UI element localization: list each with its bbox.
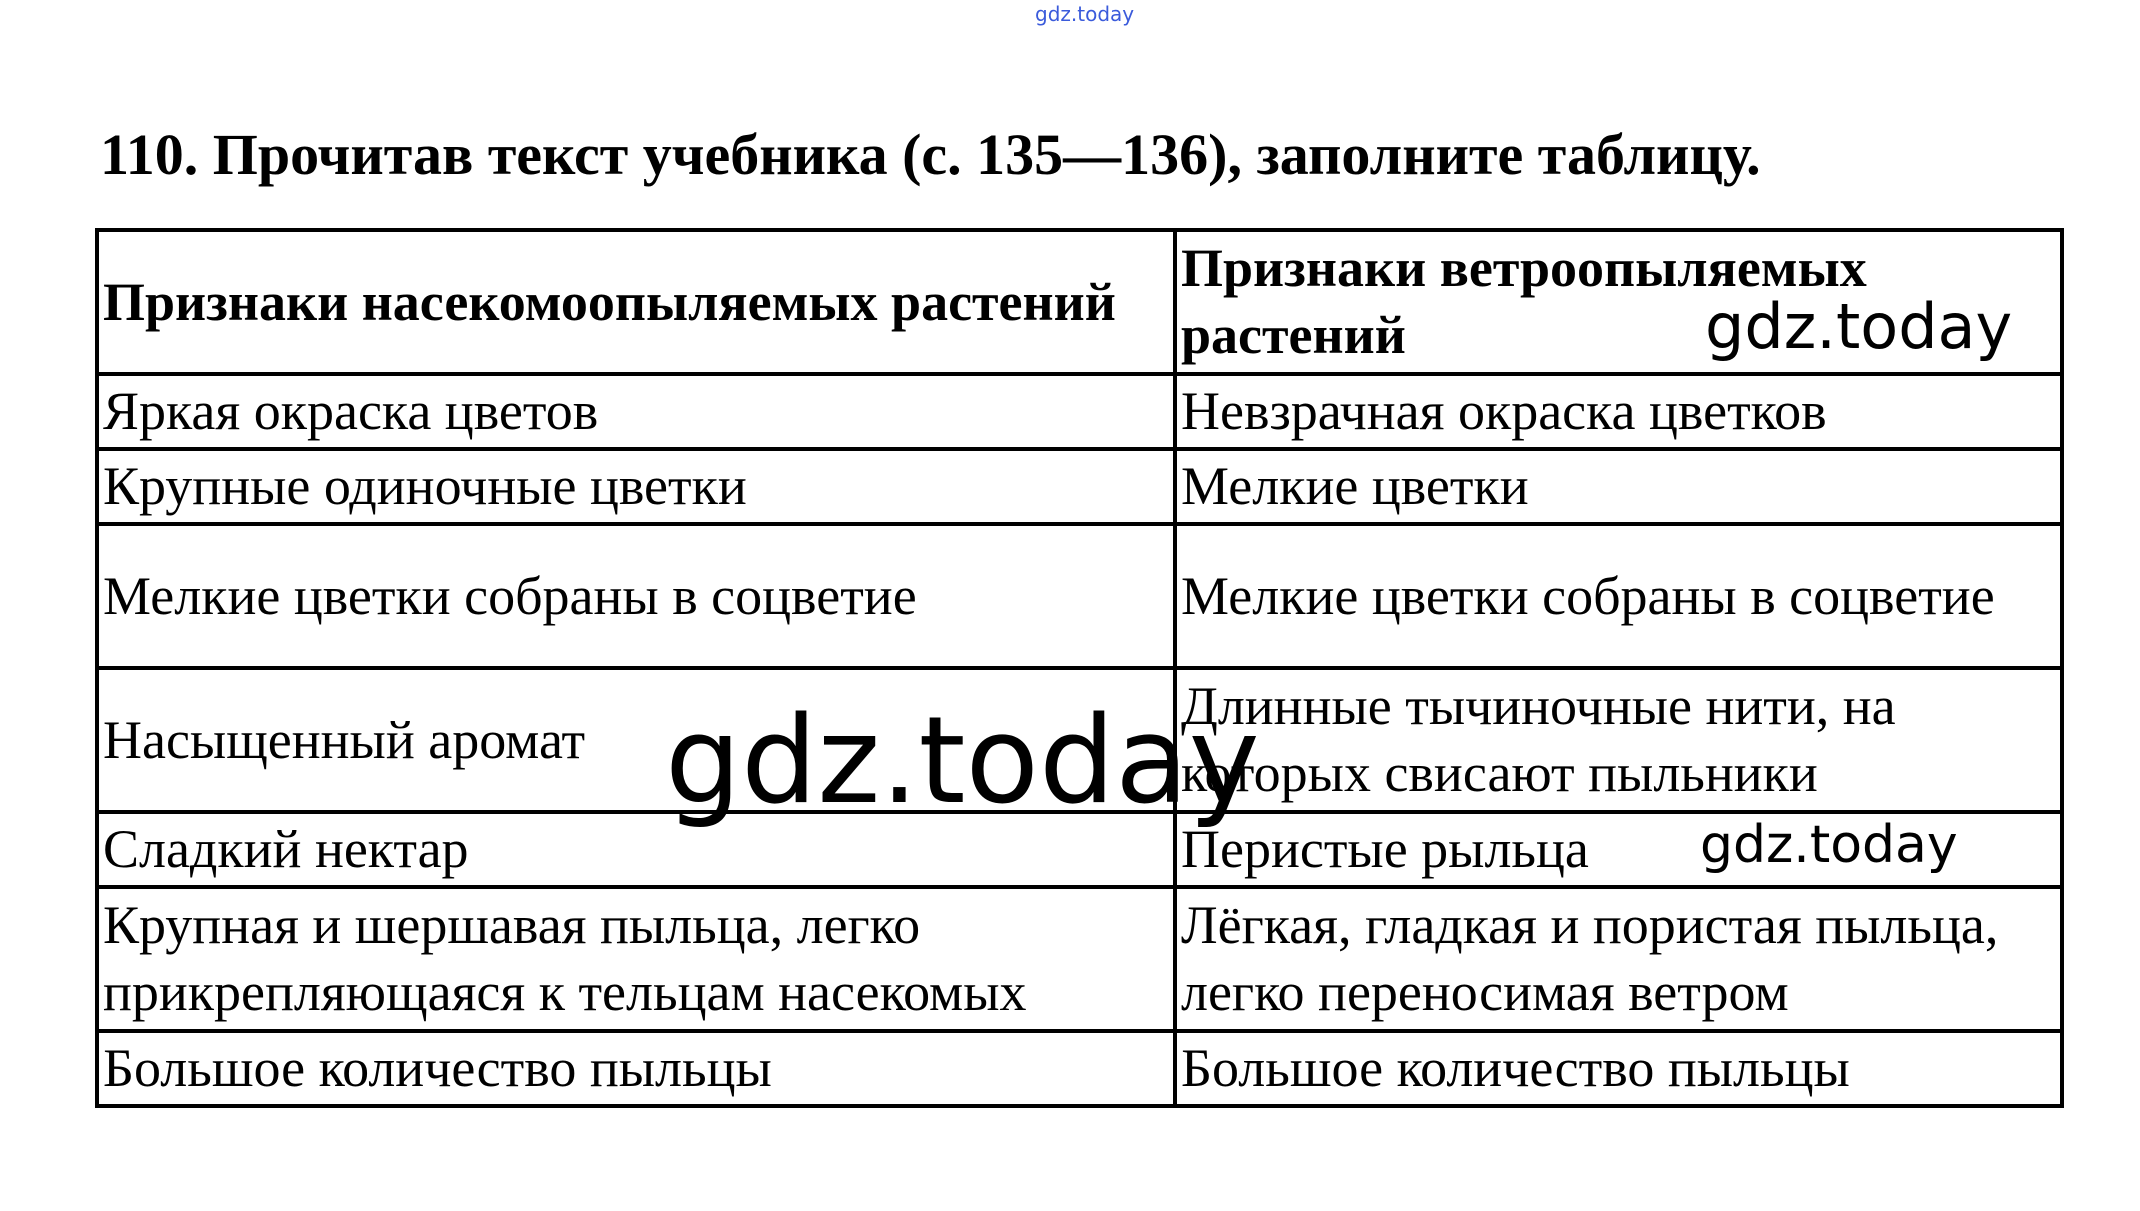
table-row	[97, 1031, 2062, 1106]
header-insect-pollinated: Признаки насекомоопыляемых растений	[97, 230, 1175, 374]
table-cell: Яркая окраска цветов	[97, 374, 1175, 449]
table-cell: Большое количество пыльцы	[1175, 1031, 2062, 1106]
table-cell: Мелкие цветки собраны в соцветие	[97, 524, 1175, 668]
top-watermark: gdz.today	[1035, 2, 1135, 26]
table-cell: Мелкие цветки	[1175, 449, 2062, 524]
table-row	[97, 524, 2062, 668]
header-wind-pollinated: Признаки ветроопыляемых растений	[1175, 230, 2062, 374]
table-cell: Крупная и шершавая пыльца, легко прикрепляющаяся к тельцам насекомых	[97, 887, 1175, 1031]
watermark: gdz.today	[1705, 290, 2013, 363]
table-cell: Большое количество пыльцы	[97, 1031, 1175, 1106]
table-cell: Мелкие цветки собраны в соцветие	[1175, 524, 2062, 668]
watermark: gdz.today	[1700, 815, 1958, 875]
table-cell: Длинные тычиночные нити, на которых свисают пыльники	[1175, 668, 2062, 812]
table-row	[97, 374, 2062, 449]
table-cell: Крупные одиночные цветки	[97, 449, 1175, 524]
table-row	[97, 449, 2062, 524]
table-cell: Насыщенный аромат	[97, 668, 1175, 812]
table-row	[97, 887, 2062, 1031]
table-cell: Невзрачная окраска цветков	[1175, 374, 2062, 449]
table-cell: Сладкий нектар	[97, 812, 1175, 887]
table-cell: Перистые рыльца	[1175, 812, 2062, 887]
exercise-title: 110. Прочитав текст учебника (с. 135—136), заполните таблицу.	[100, 122, 1761, 187]
watermark: gdz.today	[665, 692, 1260, 831]
table-cell: Лёгкая, гладкая и пористая пыльца, легко переносимая ветром	[1175, 887, 2062, 1031]
